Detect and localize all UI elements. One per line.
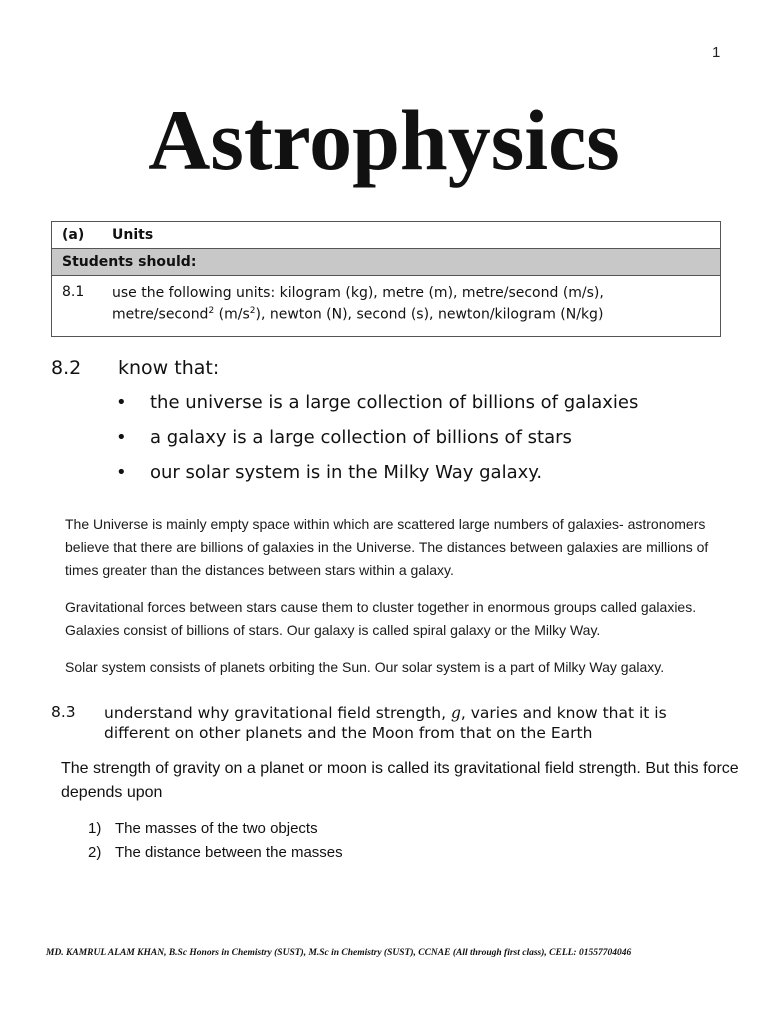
spec-8-3-text-b: , varies and know that it is different on other planets and the Moon from that on the Earth xyxy=(104,704,667,742)
bullet-icon: • xyxy=(116,462,127,483)
list-number: 2) xyxy=(88,844,102,861)
list-item xyxy=(88,844,343,868)
gravity-symbol: g xyxy=(450,704,461,722)
units-spec-table xyxy=(51,221,721,337)
footer-author: MD. KAMRUL ALAM KHAN, B.Sc Honors in Chemistry (SUST), M.Sc in Chemistry (SUST), CCNAE (All through first class), CELL: 01557704046 xyxy=(46,948,632,958)
list-item xyxy=(116,392,638,427)
numbered-list xyxy=(88,820,343,868)
bullet-icon: • xyxy=(116,392,127,413)
page-number: 1 xyxy=(712,44,721,61)
spec-number-8-3: 8.3 xyxy=(51,703,76,721)
bullet-text: the universe is a large collection of billions of galaxies xyxy=(150,392,639,413)
spec-8-1-line2 xyxy=(112,302,712,324)
spec-number-8-1: 8.1 xyxy=(62,284,85,300)
bullet-text: our solar system is in the Milky Way galaxy. xyxy=(150,462,543,483)
bullet-text: a galaxy is a large collection of billions of stars xyxy=(150,427,572,448)
list-item xyxy=(116,462,638,497)
section-label: (a) xyxy=(62,227,85,243)
superscript-2b: 2 xyxy=(249,306,256,316)
list-text: The masses of the two objects xyxy=(115,820,318,837)
list-text: The distance between the masses xyxy=(115,844,343,861)
spec-8-3-text-a: understand why gravitational field strength, xyxy=(104,704,451,722)
paragraph-galaxies: Gravitational forces between stars cause them to cluster together in enormous groups called galaxies. Galaxies consist of billions of stars. Our galaxy is called spiral galaxy or the Milky Way. xyxy=(65,599,697,638)
spec-8-1-line1: use the following units: kilogram (kg), metre (m), metre/second (m/s), xyxy=(112,285,604,301)
list-item xyxy=(88,820,343,844)
units-header-row xyxy=(52,222,720,249)
spec-number-8-2: 8.2 xyxy=(51,357,82,379)
spec-lead-8-2: know that: xyxy=(118,357,220,379)
paragraph-solar-system: Solar system consists of planets orbiting the Sun. Our solar system is a part of Milky Way galaxy. xyxy=(65,659,665,675)
spec-text-8-3 xyxy=(104,703,734,743)
spec-8-1-line2-a: metre/second xyxy=(112,306,209,323)
list-number: 1) xyxy=(88,820,102,837)
section-heading: Units xyxy=(112,227,154,243)
students-should-row xyxy=(52,249,720,276)
superscript-2: 2 xyxy=(208,306,215,316)
students-should-label: Students should: xyxy=(62,254,197,270)
spec-text-8-1 xyxy=(112,284,712,324)
bullet-list xyxy=(116,392,638,497)
list-item xyxy=(116,427,638,462)
paragraph-universe: The Universe is mainly empty space within which are scattered large numbers of galaxies- astronomers believe that there are billions of galaxies in the Universe. The distances between galaxies are millions of times greater than the distances between stars within a galaxy. xyxy=(65,516,709,578)
paragraph-field-strength: The strength of gravity on a planet or moon is called its gravitational field strength. But this force depends upon xyxy=(61,760,739,801)
spec-8-1-line2-b: (m/s xyxy=(214,306,250,323)
spec-8-1-line2-c: ), newton (N), second (s), newton/kilogram (N/kg) xyxy=(255,306,604,323)
page-title: Astrophysics xyxy=(148,92,620,188)
bullet-icon: • xyxy=(116,427,127,448)
